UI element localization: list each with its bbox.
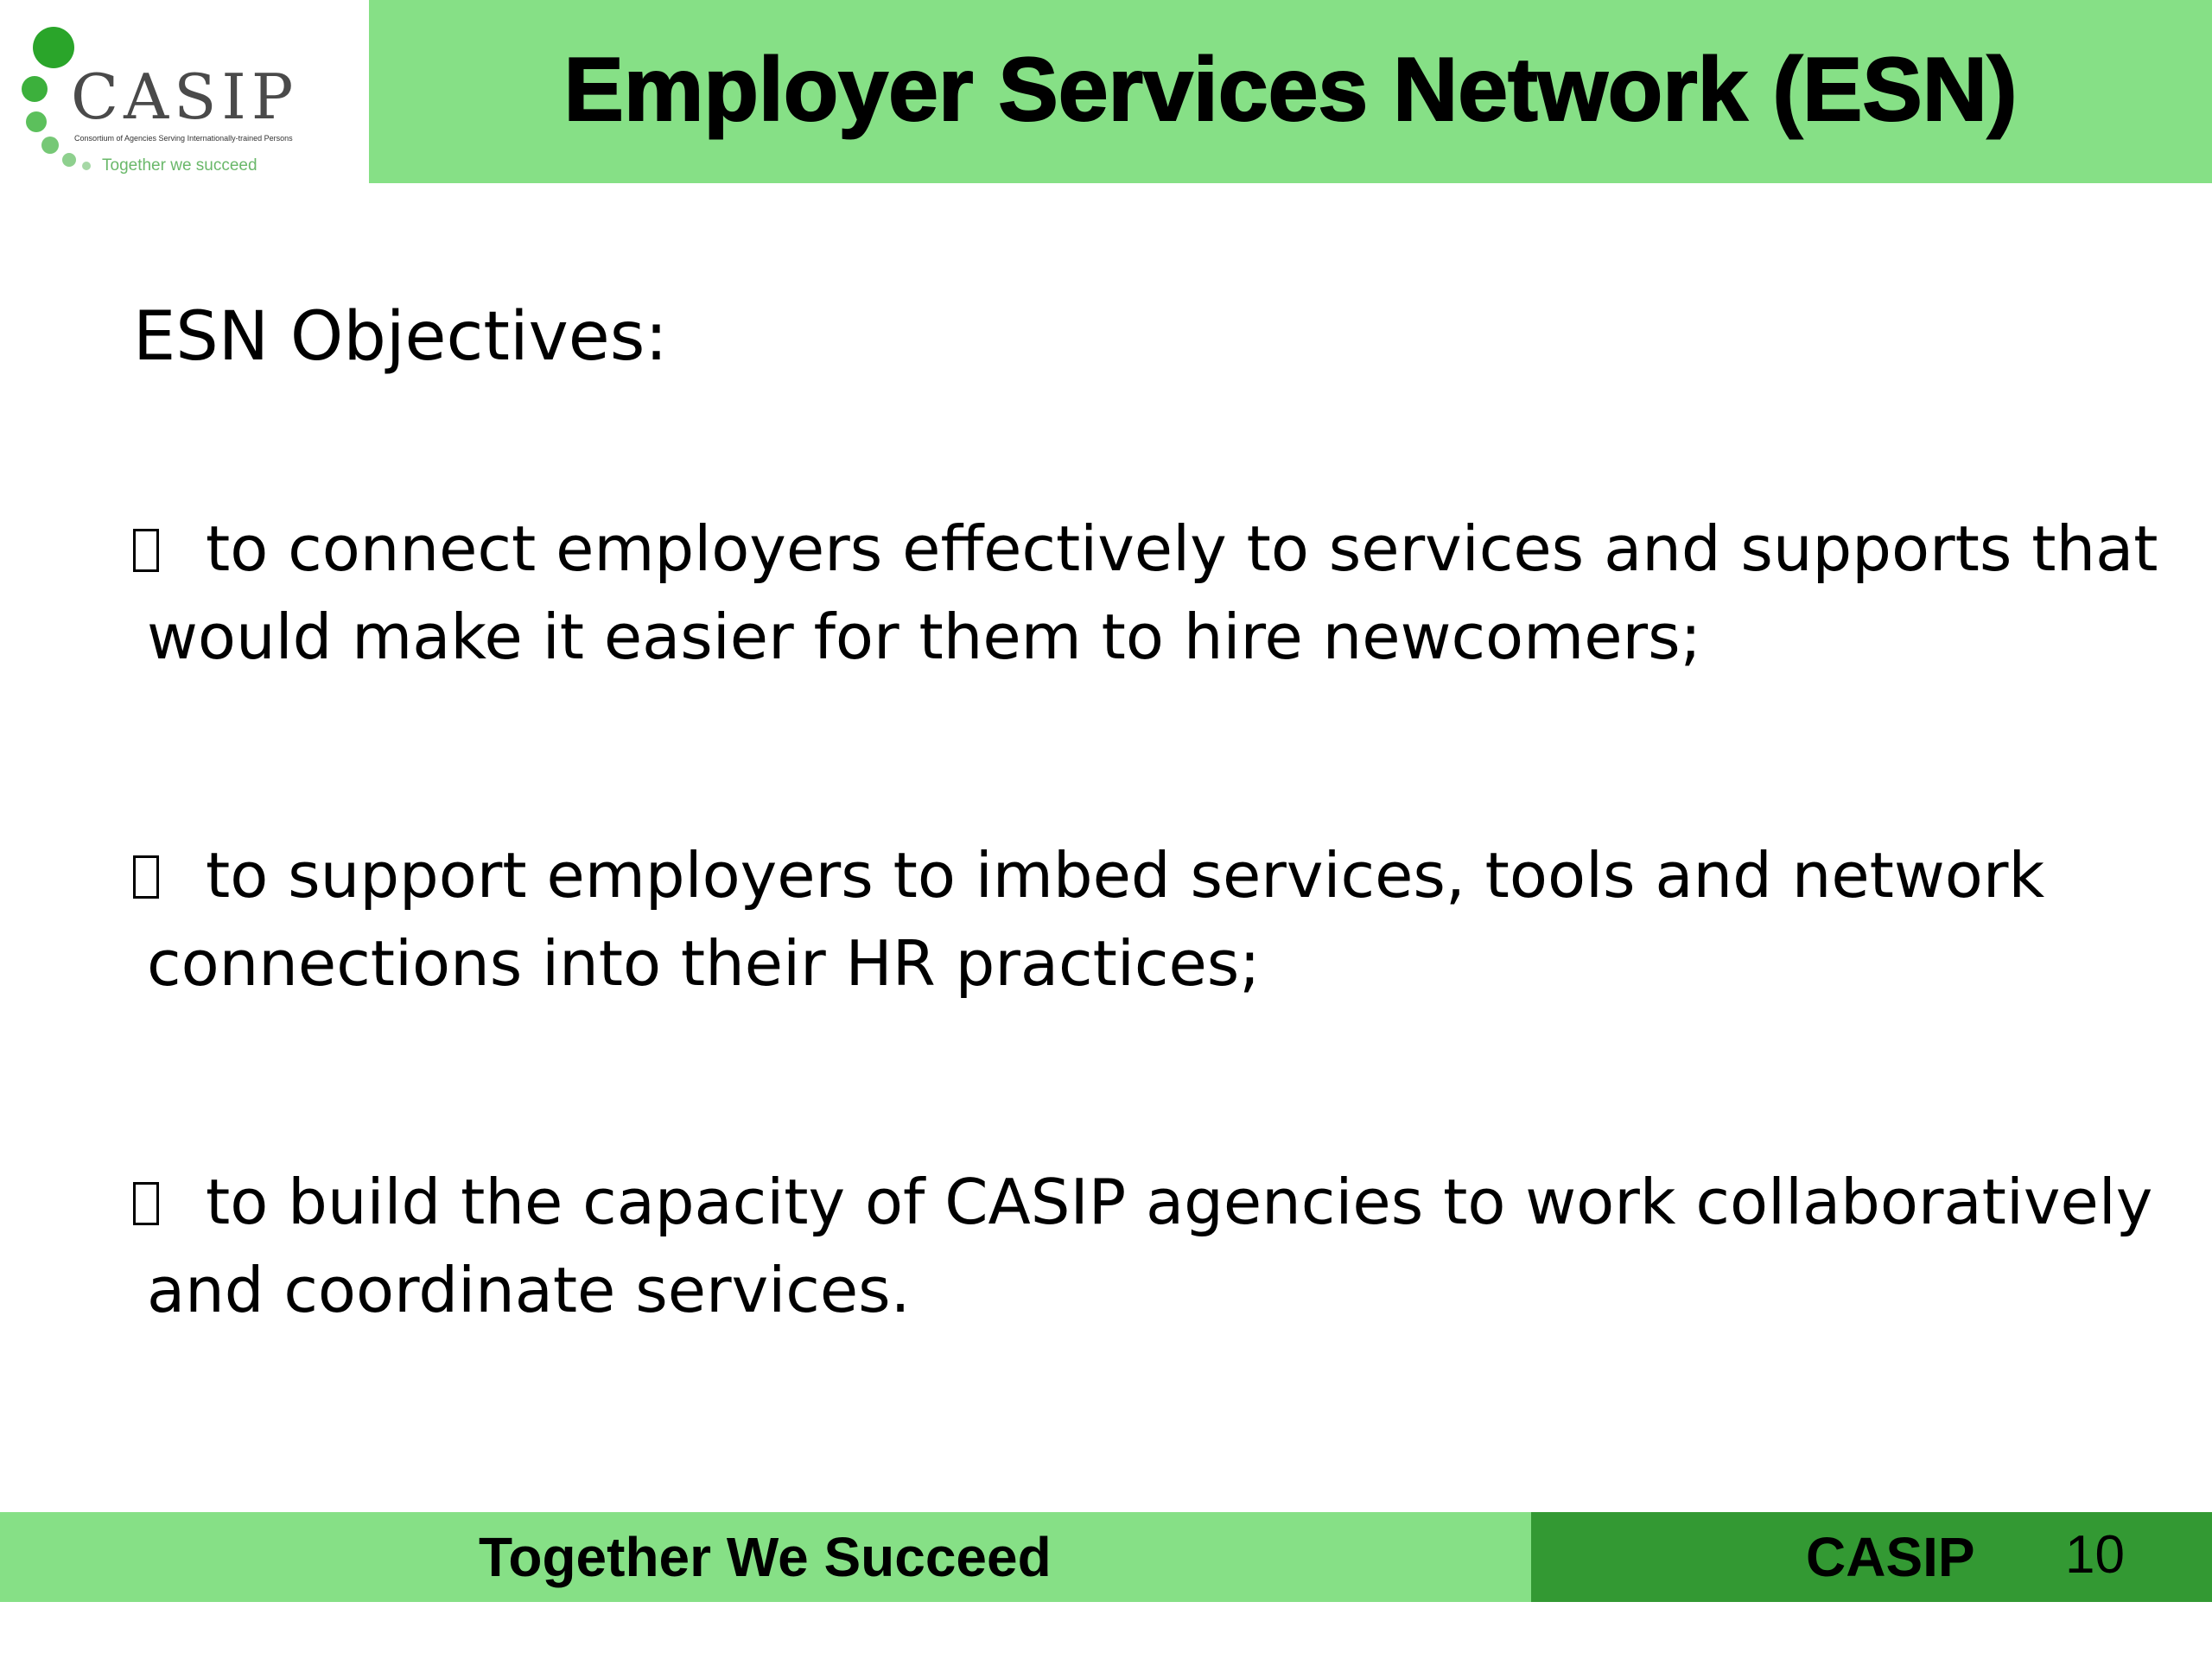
objective-item	[133, 831, 2112, 1007]
footer-brand: CASIP	[1806, 1526, 1975, 1588]
bullet-box-icon	[133, 529, 159, 572]
bullet-box-icon	[133, 1182, 159, 1225]
header-band	[369, 0, 2212, 183]
objective-line-1	[133, 831, 2112, 919]
objectives-heading: ESN Objectives:	[133, 298, 668, 376]
logo-subtext: Consortium of Agencies Serving Internationally-trained Persons	[74, 134, 293, 143]
objective-text: to build the capacity of CASIP agencies to work collaboratively	[206, 1166, 2153, 1238]
logo-tagline: Together we succeed	[102, 156, 257, 175]
page-number: 10	[2065, 1525, 2125, 1585]
footer-tagline: Together We Succeed	[479, 1526, 1052, 1588]
objective-item	[133, 505, 2158, 681]
logo-dots-icon	[0, 0, 369, 183]
bullet-box-icon	[133, 855, 159, 899]
casip-logo	[0, 0, 369, 183]
objective-line-1	[133, 505, 2158, 593]
slide-title: Employer Services Network (ESN)	[563, 40, 2018, 140]
objective-item	[133, 1158, 2153, 1334]
logo-wordmark: CASIP	[71, 60, 299, 133]
objective-line-2: would make it easier for them to hire newcomers;	[147, 601, 1701, 673]
objective-line-1	[133, 1158, 2153, 1246]
objective-line-2: connections into their HR practices;	[147, 927, 1261, 1000]
objective-text: to support employers to imbed services, tools and network	[206, 839, 2045, 912]
footer-left-band	[0, 1512, 1531, 1602]
footer-right-band	[1531, 1512, 2212, 1602]
objective-text: to connect employers effectively to services and supports that	[206, 512, 2158, 585]
objective-line-2: and coordinate services.	[147, 1254, 911, 1326]
